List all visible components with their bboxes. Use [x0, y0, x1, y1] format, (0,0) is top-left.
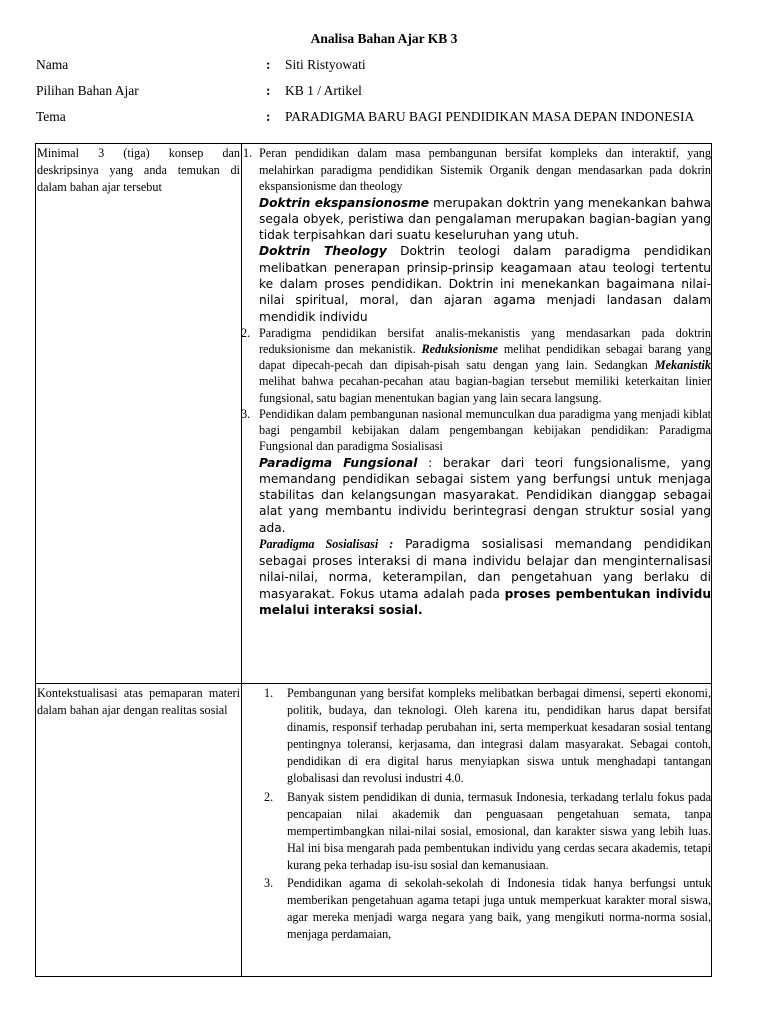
concept-term: Paradigma Sosialisasi :: [259, 536, 394, 551]
context-item-2: [243, 789, 711, 874]
context-item-3: [243, 875, 711, 943]
meta-label: Nama: [36, 57, 69, 72]
concept-term: Paradigma Fungsional: [259, 455, 418, 470]
concept-term: Reduksionisme: [421, 342, 499, 357]
list-number: 3.: [241, 406, 251, 421]
concept-text: merupakan doktrin yang menekankan bahwa segala obyek, peristiwa dan pengalaman merupakan bagian-bagian yang tidak terpisahkan dari suatu keseluruhan yang utuh.: [259, 195, 711, 243]
concept-intro: Peran pendidikan dalam masa pembangunan bersifat kompleks dan interaktif, yang melahirkan paradigma pendidikan Sistemik Organik dengan mendasarkan pada dokrin ekspansionisme dan theology: [259, 146, 711, 193]
meta-value: PARADIGMA BARU BAGI PENDIDIKAN MASA DEPAN INDONESIA: [285, 109, 695, 124]
row1-content: [243, 145, 711, 619]
row-divider: [36, 683, 711, 684]
concept-paragraph: [259, 325, 711, 406]
context-text: Pendidikan agama di sekolah-sekolah di Indonesia tidak hanya berfungsi untuk memberikan pengetahuan agama tetapi juga untuk memperkuat karakter moral siswa, agar mereka menjadi warga negara yang baik, yang mengikuti norma-norma sosial, menjaga perdamaian,: [287, 876, 711, 942]
concept-item-2: [243, 325, 711, 406]
concept-paragraph: [259, 536, 711, 619]
context-item-1: [243, 685, 711, 788]
meta-colon: :: [266, 109, 271, 124]
concept-text: melihat bahwa pecahan-pecahan atau bagian-bagian tersebut memiliki keterkaitan linier fungsional, satu bagian menentukan bagian yang lain secara langsung.: [259, 374, 711, 405]
row2-label: Kontekstualisasi atas pemaparan materi dalam bahan ajar dengan realitas sosial: [37, 686, 240, 717]
concept-term: Mekanistik: [654, 358, 711, 373]
document-title: Analisa Bahan Ajar KB 3: [310, 31, 458, 46]
concept-term: Doktrin ekspansionosme: [259, 195, 430, 210]
analysis-table: [35, 143, 712, 977]
concept-emphasis: proses pembentukan individu melalui interaksi sosial.: [259, 586, 712, 618]
meta-colon: :: [266, 83, 271, 98]
concept-text: Doktrin teologi dalam paradigma pendidikan melibatkan penerapan prinsip-prinsip keagamaan atau teologi tertentu ke dalam proses pendidikan. Doktrin ini menekankan bagaimana nilai-nilai spiritual, moral, dan ajaran agama menjadi landasan dalam mendidik individu: [259, 244, 711, 324]
concept-paragraph: [259, 455, 711, 536]
meta-row-tema: [36, 109, 726, 143]
meta-label: Tema: [36, 109, 66, 124]
concept-item-1: [243, 145, 711, 325]
concept-paragraph: [259, 195, 711, 244]
meta-value: KB 1 / Artikel: [285, 83, 362, 98]
concept-text: Paradigma sosialisasi memandang pendidikan sebagai proses interaksi di mana individu belajar dan menginternalisasi nilai-nilai, norma, keterampilan, dan pengetahuan yang berlaku di masyarakat. Fokus utama adalah pada: [259, 536, 711, 601]
meta-row-bahan-ajar: [36, 83, 726, 103]
meta-row-nama: [36, 57, 726, 77]
meta-label: Pilihan Bahan Ajar: [36, 83, 139, 98]
meta-value: Siti Ristyowati: [285, 57, 366, 72]
concept-item-3: [243, 406, 711, 619]
list-number: 1.: [264, 686, 274, 700]
meta-colon: :: [266, 57, 271, 72]
concept-term: Doktrin Theology: [259, 244, 387, 259]
row1-label: Minimal 3 (tiga) konsep dan deskripsinya yang anda temukan di dalam bahan ajar tersebut: [37, 146, 240, 194]
concept-text: melihat pendidikan sebagai barang yang dapat dipecah-pecah dan dipisah-pisah satu dengan yang lain. Sedangkan: [259, 342, 711, 373]
concept-text: Paradigma pendidikan bersifat analis-mekanistis yang mendasarkan pada doktrin reduksionisme dan mekanistik.: [259, 325, 711, 357]
list-number: 3.: [264, 876, 274, 891]
list-number: 2.: [264, 789, 274, 804]
concept-paragraph: [259, 243, 711, 324]
context-text: Banyak sistem pendidikan di dunia, termasuk Indonesia, terkadang terlalu fokus pada pencapaian nilai akademik dan penguasaan pengetahuan semata, tanpa mempertimbangkan nilai-nilai sosial, emosional, dan karakter siswa yang lebih luas. Hal ini bisa mengarah pada pembentukan individu yang cerdas secara akademis, tetapi kurang peka terhadap isu-isu sosial dan kemanusiaan.: [287, 789, 711, 872]
concept-intro: Pendidikan dalam pembangunan nasional memunculkan dua paradigma yang menjadi kiblat bagi pengambil kebijakan dalam pengembangan kebijakan pendidikan: Paradigma Fungsional dan paradigma Sosialisasi: [259, 406, 711, 454]
row2-content: [243, 685, 711, 975]
list-number: 1.: [243, 146, 253, 160]
context-text: Pembangunan yang bersifat kompleks melibatkan berbagai dimensi, seperti ekonomi, politik, budaya, dan teknologi. Oleh karena itu, pendidikan harus dapat bersifat dinamis, responsif terhadap perubahan ini, serta memperkuat kesadaran sosial tentang pentingnya toleransi, kerjasama, dan integrasi dalam masyarakat. Sebagai contoh, pendidikan di era digital harus menyiapkan siswa untuk menghadapi tantangan globalisasi dan revolusi industri 4.0.: [287, 686, 711, 786]
list-number: 2.: [241, 325, 251, 340]
column-divider: [241, 144, 242, 976]
concept-text: : berakar dari teori fungsionalisme, yang memandang pendidikan sebagai sistem yang berfungsi untuk menjaga stabilitas dan kelangsungan masyarakat. Pendidikan dianggap sebagai alat yang membantu individu berintegrasi dengan struktur sosial yang ada.: [259, 455, 711, 535]
